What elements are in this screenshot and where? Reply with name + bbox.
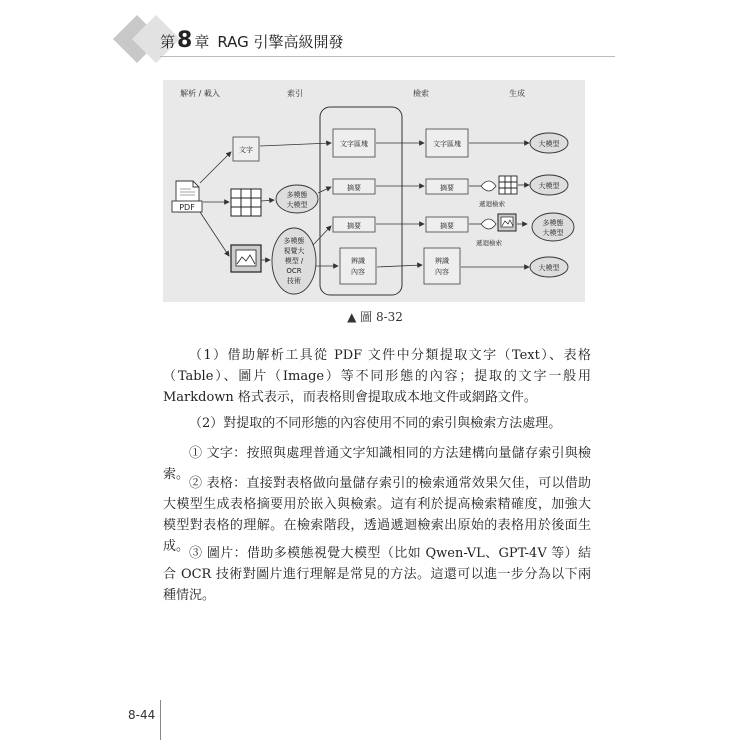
svg-text:大模型: 大模型 (538, 140, 560, 148)
svg-text:摘要: 摘要 (440, 184, 454, 192)
parse-table-icon (231, 189, 261, 216)
svg-text:視覺大: 視覺大 (283, 247, 305, 255)
svg-text:摘要: 摘要 (347, 222, 361, 230)
chapter-header (160, 28, 344, 53)
svg-text:大模型: 大模型 (538, 182, 560, 190)
svg-text:多模態: 多模態 (542, 219, 564, 227)
col-retrieve: 檢索 (413, 89, 429, 98)
recall-shape-2 (481, 219, 496, 229)
svg-text:多模態: 多模態 (286, 191, 308, 199)
svg-text:內容: 內容 (435, 268, 449, 276)
page-number: 8-44 (128, 708, 156, 722)
paragraph-5: ③ 圖片：借助多模態視覺大模型（比如 Qwen-VL、GPT-4V 等）結合 OCR 技術對圖片進行理解是常見的方法。這還可以進一步分為以下兩種情況。 (163, 546, 591, 603)
col-index: 索引 (287, 89, 303, 98)
recall-label-2: 遞迴檢索 (476, 239, 502, 247)
chapter-suffix: 章 (194, 33, 210, 51)
index-recog-box (340, 248, 376, 284)
retr-image-icon (498, 214, 516, 231)
svg-text:辨識: 辨識 (435, 257, 449, 265)
chapter-number: 8 (177, 28, 193, 53)
footer-rule (160, 700, 161, 740)
parse-text-label: 文字 (239, 146, 253, 154)
paragraph-4: ② 表格：直接對表格做向量儲存索引的檢索通常效果欠佳，可以借助大模型生成表格摘要用於嵌入與檢索。這有利於提高檢索精確度，加強大模型對表格的理解。在檢索階段，透過遞迴檢索出原始的表格用於後面生成。 (163, 476, 591, 554)
figure-caption (0, 308, 750, 325)
col-parse: 解析 / 載入 (180, 89, 220, 98)
pdf-label: PDF (179, 203, 195, 212)
parse-image-icon (231, 245, 261, 272)
svg-text:文字區塊: 文字區塊 (433, 140, 461, 148)
chapter-title: RAG 引擎高級開發 (217, 33, 344, 51)
paragraph-2: （2）對提取的不同形態的內容使用不同的索引與檢索方法處理。 (189, 416, 562, 431)
col-generate: 生成 (509, 89, 525, 98)
svg-text:OCR: OCR (286, 267, 302, 275)
paragraph-1: （1）借助解析工具從 PDF 文件中分類提取文字（Text）、表格（Table）、圖片（Image）等不同形態的內容；提取的文字一般用 Markdown 格式表示，而表格則會提取成本地文件或網路文件。 (163, 348, 591, 405)
svg-text:多模態: 多模態 (283, 237, 305, 245)
svg-text:內容: 內容 (351, 268, 365, 276)
caption-marker: ▲ (347, 310, 357, 324)
recall-label-1: 遞迴檢索 (479, 200, 505, 208)
rag-pipeline-figure (163, 80, 585, 302)
recall-shape-1 (481, 181, 496, 191)
chapter-prefix: 第 (160, 33, 176, 51)
svg-text:模型 /: 模型 / (284, 257, 304, 265)
pdf-document-icon (172, 181, 202, 212)
svg-text:辨識: 辨識 (351, 257, 365, 265)
retr-table-icon (499, 176, 517, 194)
retr-recog-box (424, 248, 460, 284)
svg-text:大模型: 大模型 (542, 229, 564, 237)
pipeline-diagram (163, 80, 585, 302)
paragraph-3: ① 文字：按照與處理普通文字知識相同的方法建構向量儲存索引與檢索。 (163, 446, 591, 482)
caption-text: 圖 8-32 (360, 310, 403, 324)
header-rule (160, 56, 615, 57)
svg-text:大模型: 大模型 (538, 264, 560, 272)
svg-text:文字區塊: 文字區塊 (340, 140, 368, 148)
svg-text:技術: 技術 (287, 277, 301, 285)
svg-text:摘要: 摘要 (347, 184, 361, 192)
svg-text:摘要: 摘要 (440, 222, 454, 230)
svg-text:大模型: 大模型 (286, 201, 308, 209)
